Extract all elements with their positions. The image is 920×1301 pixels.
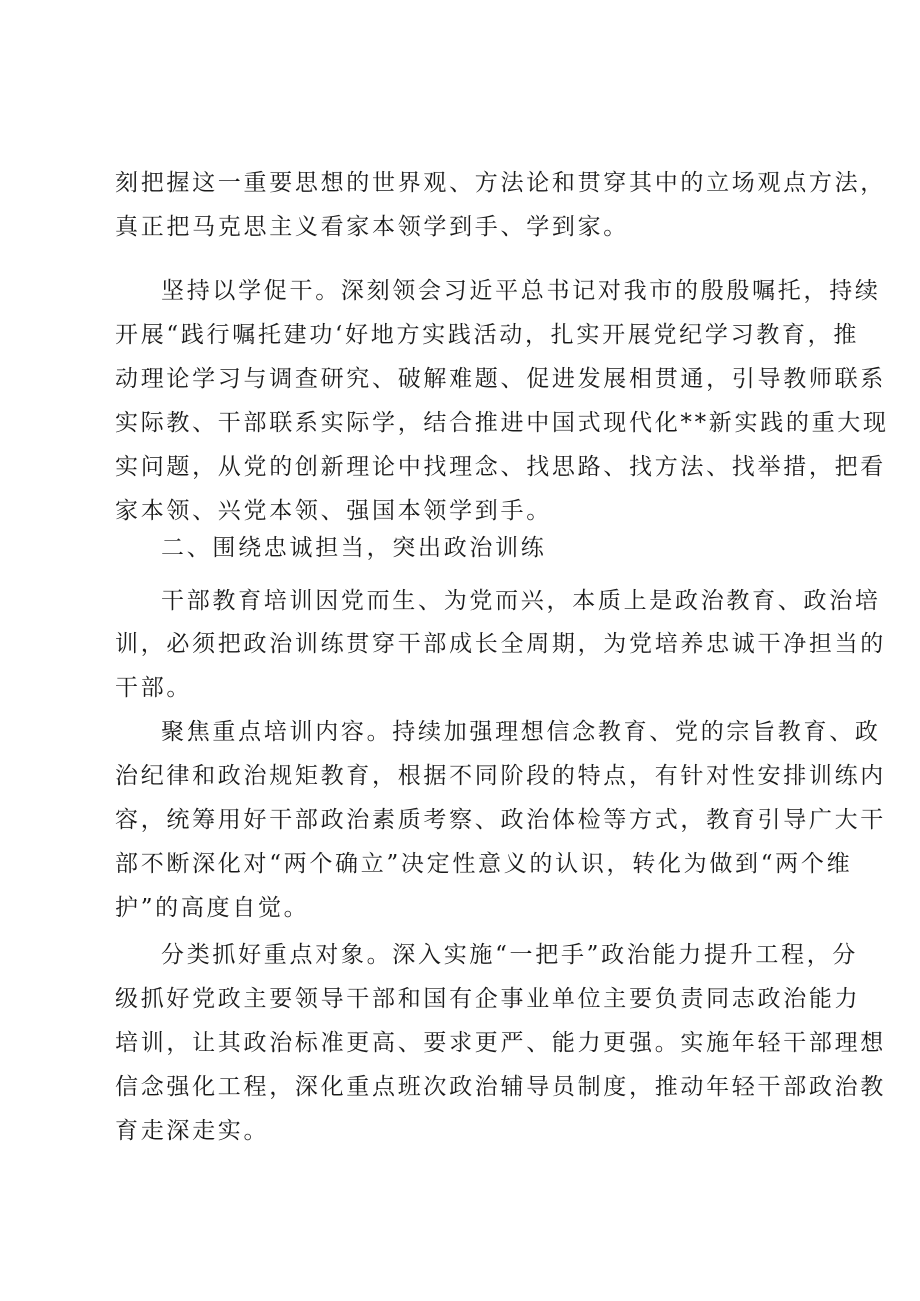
text-line: 实际教、干部联系实际学，结合推进中国式现代化**新实践的重大现 [115,410,889,436]
text-line: 育走深走实。 [115,1118,270,1144]
text-line: 培训，让其政治标准更高、要求更严、能力更强。实施年轻干部理想 [115,1030,886,1056]
text-line: 聚焦重点培训内容。持续加强理想信念教育、党的宗旨教育、政 [161,719,881,745]
text-line: 部不断深化对“两个确立”决定性意义的认识，转化为做到“两个维 [115,851,853,877]
text-line: 坚持以学促干。深刻领会习近平总书记对我市的殷殷嘱托，持续 [161,278,881,304]
text-line: 真正把马克思主义看家本领学到手、学到家。 [115,214,629,240]
text-line: 干部教育培训因党而生、为党而兴，本质上是政治教育、政治培 [161,588,881,614]
text-line: 刻把握这一重要思想的世界观、方法论和贯穿其中的立场观点方法， [115,170,886,196]
text-line: 护”的高度自觉。 [115,895,310,921]
text-line: 级抓好党政主要领导干部和国有企事业单位主要负责同志政治能力 [115,986,861,1012]
text-line: 治纪律和政治规矩教育，根据不同阶段的特点，有针对性安排训练内 [115,763,886,789]
text-line: 分类抓好重点对象。深入实施“一把手”政治能力提升工程，分 [161,942,859,968]
text-line: 干部。 [115,675,193,701]
text-line: 信念强化工程，深化重点班次政治辅导员制度，推动年轻干部政治教 [115,1074,886,1100]
text-line: 实问题，从党的创新理论中找理念、找思路、找方法、找举措，把看 [115,454,886,480]
text-line: 容，统筹用好干部政治素质考察、政治体检等方式，教育引导广大干 [115,807,886,833]
text-line: 家本领、兴党本领、强国本领学到手。 [115,498,552,524]
text-line: 开展“践行嘱托建功‘好地方实践活动，扎实开展党纪学习教育，推 [115,322,860,348]
heading-text: 二、围绕忠诚担当，突出政治训练 [161,535,547,561]
text-line: 训，必须把政治训练贯穿干部成长全周期，为党培养忠诚干净担当的 [115,631,886,657]
text-line: 动理论学习与调查研究、破解难题、促进发展相贯通，引导教师联系 [115,366,886,392]
